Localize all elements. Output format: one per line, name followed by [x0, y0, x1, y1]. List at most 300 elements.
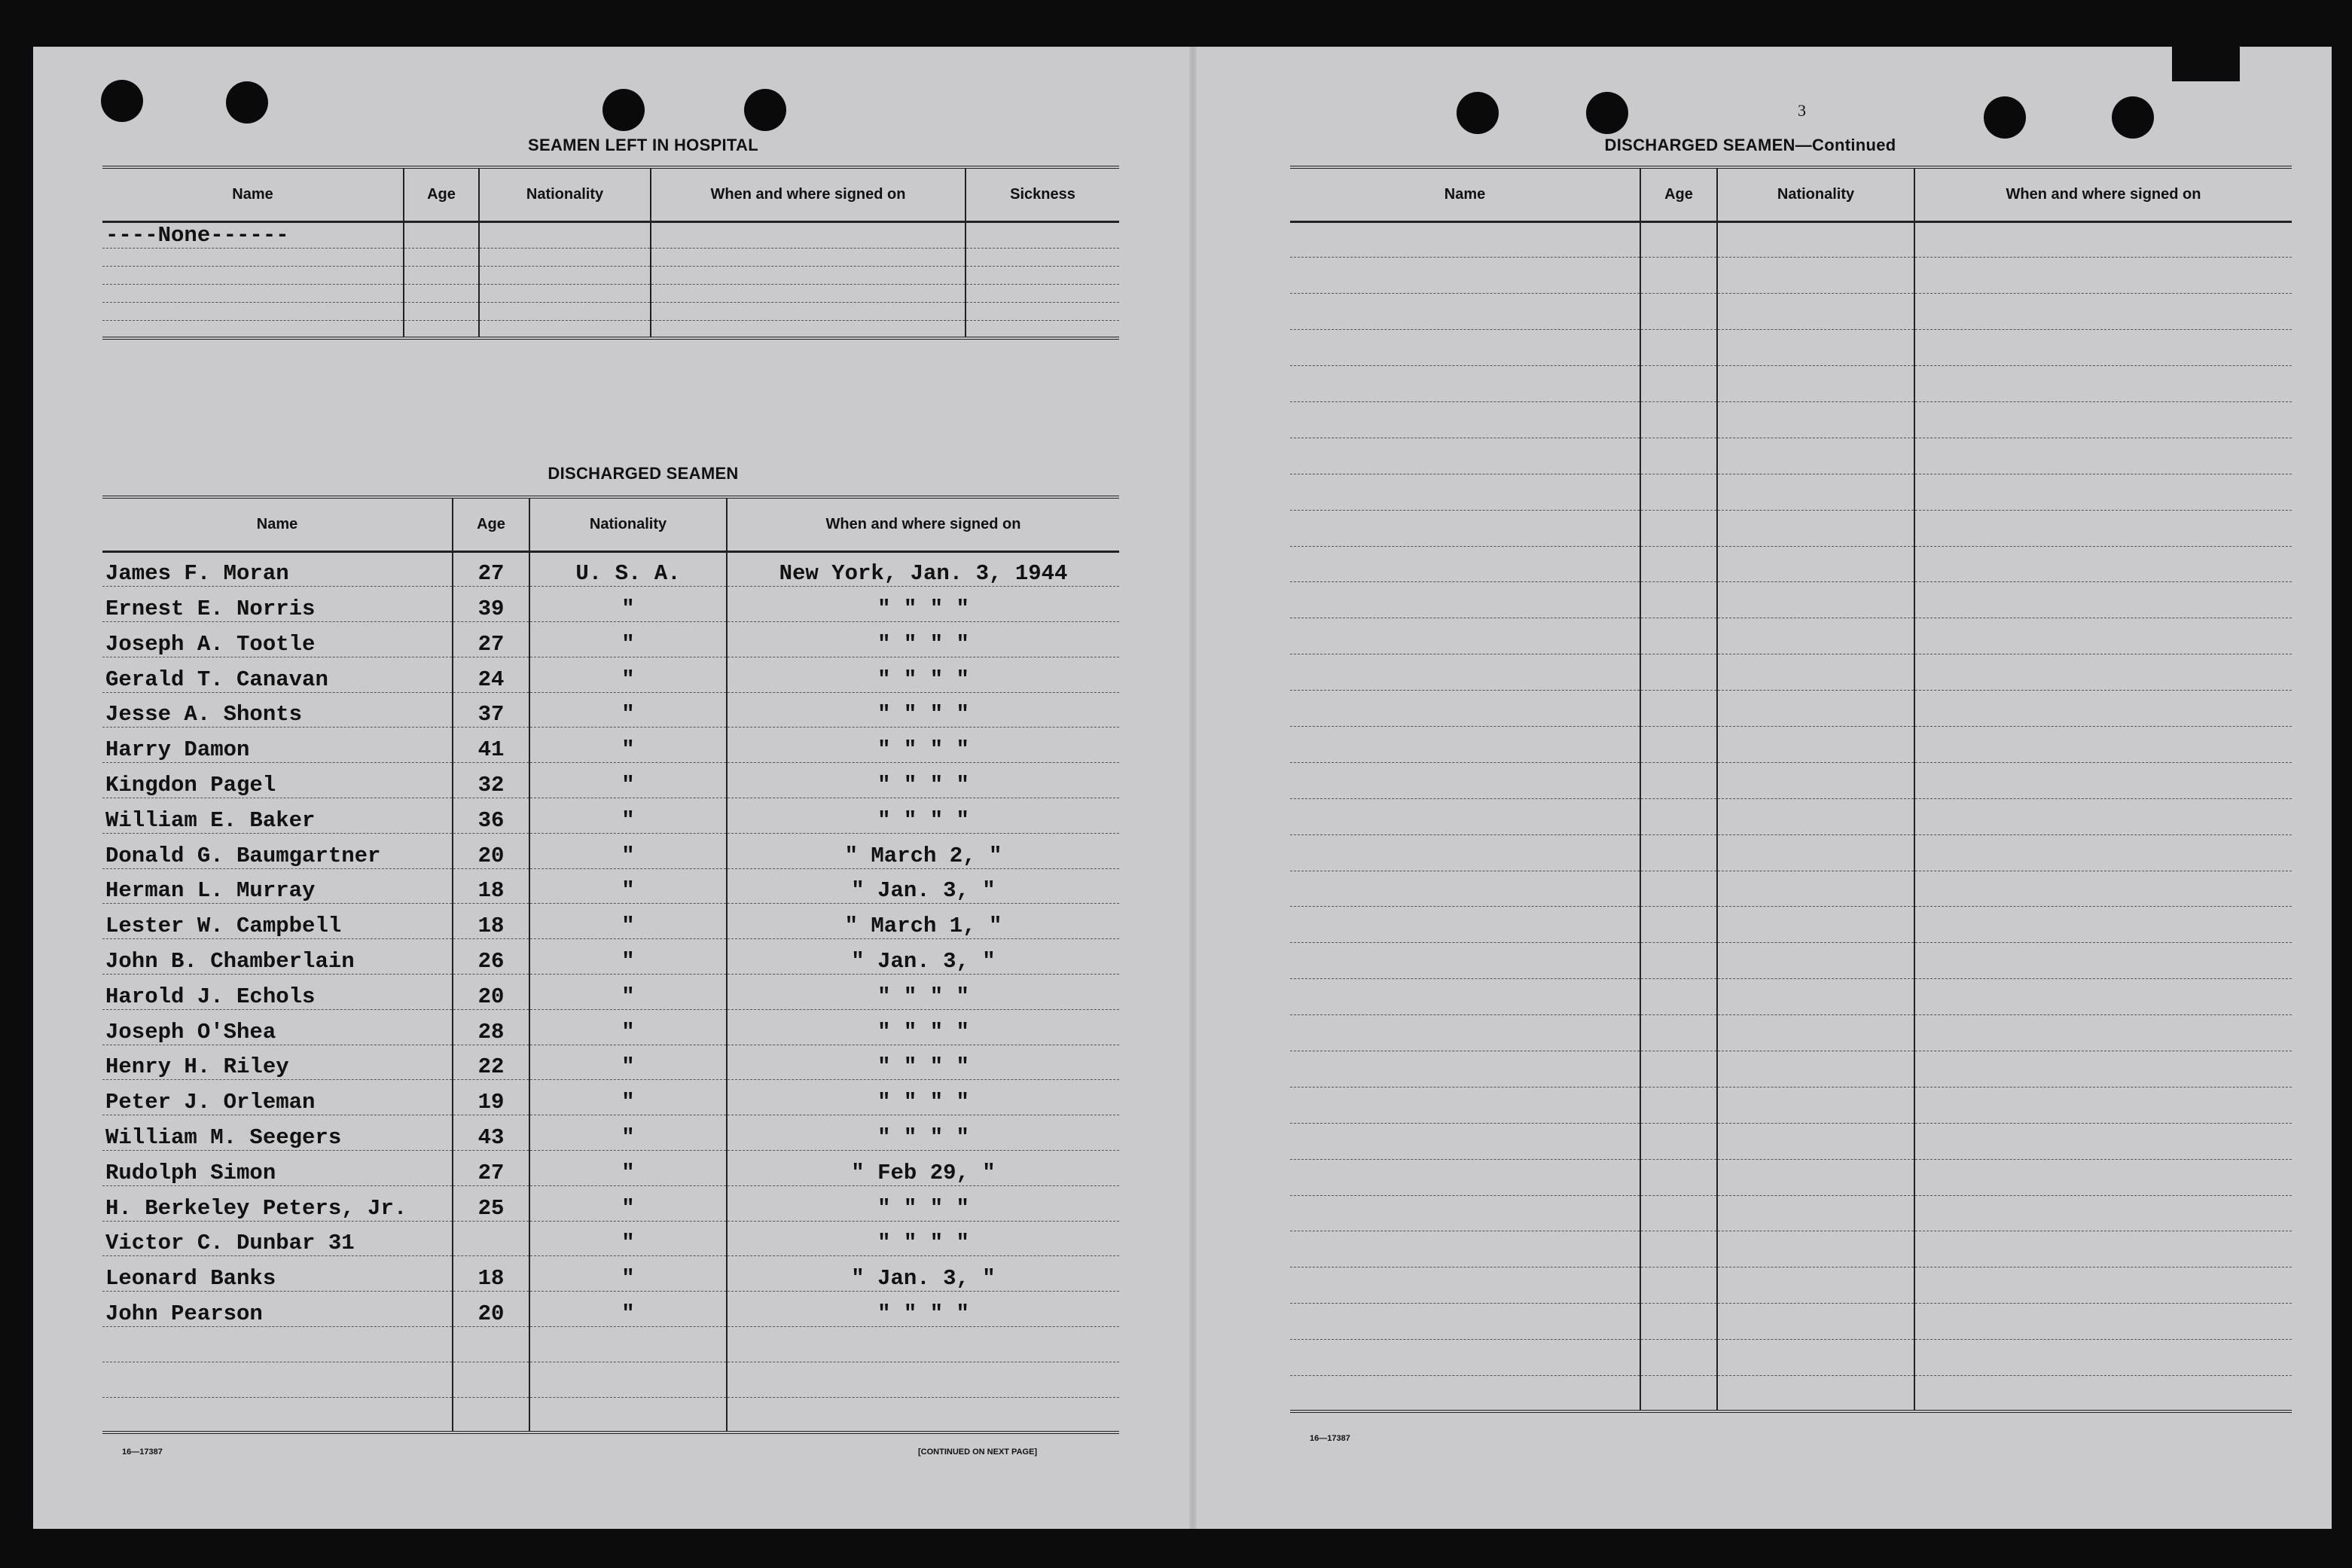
nationality-cell [1717, 546, 1914, 582]
seaman-row [102, 975, 1119, 1010]
blank-row [1290, 1087, 2292, 1123]
name-cell: William E. Baker [102, 798, 453, 834]
name-cell [1290, 871, 1640, 907]
seaman-row [102, 1221, 1119, 1256]
continued-rows [1290, 221, 2292, 1411]
signed-on-cell [1914, 1087, 2292, 1123]
nationality-cell [479, 221, 651, 248]
seaman-row [102, 939, 1119, 975]
age-cell [1640, 1051, 1717, 1087]
sickness-cell [966, 248, 1119, 266]
age-cell [1640, 943, 1717, 979]
signed-on-cell [1914, 1195, 2292, 1231]
age-cell [1640, 1087, 1717, 1123]
seaman-row [102, 1292, 1119, 1327]
blank-row [1290, 654, 2292, 691]
signed-on-cell [1914, 691, 2292, 727]
signed-on-cell [1914, 907, 2292, 943]
name-cell: John Pearson [102, 1292, 453, 1327]
age-cell: 18 [453, 1256, 529, 1292]
nationality-cell [1717, 474, 1914, 510]
col-header-nationality: Nationality [1717, 167, 1914, 221]
age-cell: 18 [453, 904, 529, 939]
seaman-row [102, 1151, 1119, 1186]
signed-on-cell [1914, 1268, 2292, 1304]
seaman-row [102, 868, 1119, 904]
signed-on-cell [1914, 618, 2292, 654]
nationality-cell [1717, 1159, 1914, 1195]
nationality-cell [1717, 1231, 1914, 1268]
age-cell [1640, 438, 1717, 474]
age-cell: 20 [453, 1292, 529, 1327]
nationality-cell [1717, 691, 1914, 727]
blank-row [1290, 726, 2292, 762]
name-cell: Ernest E. Norris [102, 587, 453, 622]
nationality-cell [529, 1397, 727, 1432]
age-cell [1640, 258, 1717, 294]
age-cell: 27 [453, 551, 529, 587]
seaman-row [102, 657, 1119, 692]
name-cell: Donald G. Baumgartner [102, 833, 453, 868]
name-cell [1290, 979, 1640, 1015]
name-cell [1290, 1195, 1640, 1231]
name-cell [1290, 1051, 1640, 1087]
age-cell [1640, 294, 1717, 330]
name-cell [1290, 1376, 1640, 1412]
nationality-cell [1717, 762, 1914, 798]
name-cell [1290, 762, 1640, 798]
blank-row [1290, 762, 2292, 798]
name-cell [1290, 726, 1640, 762]
name-cell [1290, 1340, 1640, 1376]
seaman-row [102, 1115, 1119, 1151]
sickness-cell [966, 221, 1119, 248]
nationality-cell [479, 302, 651, 320]
signed-on-cell: " " " " [727, 1009, 1119, 1045]
name-cell: Leonard Banks [102, 1256, 453, 1292]
name-cell [1290, 834, 1640, 871]
page-number: 3 [1798, 101, 1806, 120]
age-cell: 37 [453, 692, 529, 728]
nationality-cell: " [529, 1292, 727, 1327]
name-cell [1290, 330, 1640, 366]
signed-on-cell [1914, 979, 2292, 1015]
nationality-cell [1717, 726, 1914, 762]
signed-on-cell [1914, 1231, 2292, 1268]
blank-row [1290, 258, 2292, 294]
hospital-row [102, 221, 1119, 248]
name-cell: Jesse A. Shonts [102, 692, 453, 728]
nationality-cell: " [529, 1115, 727, 1151]
col-header-age: Age [404, 167, 479, 221]
blank-row [1290, 582, 2292, 618]
col-header-nationality: Nationality [479, 167, 651, 221]
nationality-cell [529, 1362, 727, 1397]
name-cell: Lester W. Campbell [102, 904, 453, 939]
nationality-cell [1717, 1051, 1914, 1087]
age-cell [453, 1327, 529, 1362]
blank-row [1290, 438, 2292, 474]
age-cell [1640, 1231, 1717, 1268]
age-cell: 20 [453, 833, 529, 868]
signed-on-cell [1914, 1376, 2292, 1412]
blank-row [1290, 1231, 2292, 1268]
age-cell [1640, 510, 1717, 546]
nationality-cell [479, 284, 651, 302]
name-cell [1290, 943, 1640, 979]
seaman-row [102, 692, 1119, 728]
nationality-cell: " [529, 798, 727, 834]
name-cell [1290, 1231, 1640, 1268]
signed-on-cell [1914, 1159, 2292, 1195]
blank-row [1290, 221, 2292, 258]
name-cell [1290, 798, 1640, 834]
hospital-row [102, 266, 1119, 284]
col-header-name: Name [102, 167, 404, 221]
age-cell: 27 [453, 1151, 529, 1186]
age-cell [1640, 330, 1717, 366]
age-cell: 41 [453, 728, 529, 763]
name-cell: John B. Chamberlain [102, 939, 453, 975]
blank-row [1290, 834, 2292, 871]
name-cell [1290, 1159, 1640, 1195]
name-cell [102, 1397, 453, 1432]
signed-on-cell [1914, 510, 2292, 546]
signed-on-cell [651, 302, 966, 320]
age-cell [1640, 474, 1717, 510]
age-cell [453, 1221, 529, 1256]
age-cell: 32 [453, 763, 529, 798]
seaman-row [102, 1045, 1119, 1080]
name-cell [1290, 546, 1640, 582]
age-cell: 36 [453, 798, 529, 834]
sickness-cell [966, 284, 1119, 302]
age-cell: 25 [453, 1185, 529, 1221]
nationality-cell [1717, 1015, 1914, 1051]
age-cell: 43 [453, 1115, 529, 1151]
nationality-cell [529, 1327, 727, 1362]
age-cell: 24 [453, 657, 529, 692]
signed-on-cell [651, 221, 966, 248]
nationality-cell [1717, 366, 1914, 402]
discharged-rows [102, 551, 1119, 1432]
signed-on-cell [1914, 654, 2292, 691]
blank-row [1290, 907, 2292, 943]
age-cell [453, 1397, 529, 1432]
nationality-cell [1717, 1268, 1914, 1304]
name-cell [1290, 510, 1640, 546]
signed-on-cell: " " " " [727, 1292, 1119, 1327]
signed-on-cell [1914, 726, 2292, 762]
nationality-cell [1717, 401, 1914, 438]
signed-on-cell [1914, 221, 2292, 258]
seaman-row [102, 551, 1119, 587]
age-cell [1640, 618, 1717, 654]
signed-on-cell: " " " " [727, 657, 1119, 692]
signed-on-cell: " " " " [727, 622, 1119, 657]
signed-on-cell [1914, 1340, 2292, 1376]
signed-on-cell: " March 2, " [727, 833, 1119, 868]
age-cell [1640, 221, 1717, 258]
nationality-cell: " [529, 622, 727, 657]
signed-on-cell [1914, 1123, 2292, 1159]
signed-on-cell [1914, 366, 2292, 402]
age-cell [1640, 546, 1717, 582]
signed-on-cell [651, 266, 966, 284]
blank-row [1290, 1340, 2292, 1376]
seaman-row [102, 904, 1119, 939]
name-cell [1290, 438, 1640, 474]
col-header-signed-on: When and where signed on [651, 167, 966, 221]
signed-on-cell [1914, 943, 2292, 979]
nationality-cell: U. S. A. [529, 551, 727, 587]
signed-on-cell: " " " " [727, 728, 1119, 763]
blank-row [1290, 798, 2292, 834]
sickness-cell [966, 320, 1119, 338]
age-cell [1640, 582, 1717, 618]
nationality-cell [1717, 798, 1914, 834]
name-cell [1290, 258, 1640, 294]
document-sheet [33, 47, 2332, 1529]
age-cell [1640, 691, 1717, 727]
nationality-cell [1717, 907, 1914, 943]
signed-on-cell [727, 1362, 1119, 1397]
signed-on-cell: " " " " [727, 692, 1119, 728]
blank-row [1290, 1123, 2292, 1159]
blank-row [1290, 1051, 2292, 1087]
nationality-cell [1717, 258, 1914, 294]
name-cell [102, 266, 404, 284]
name-cell [1290, 907, 1640, 943]
age-cell [1640, 1340, 1717, 1376]
nationality-cell: " [529, 1221, 727, 1256]
nationality-cell: " [529, 1256, 727, 1292]
blank-row [1290, 474, 2292, 510]
name-cell: Harry Damon [102, 728, 453, 763]
signed-on-cell [727, 1327, 1119, 1362]
nationality-cell [1717, 1195, 1914, 1231]
name-cell [1290, 582, 1640, 618]
age-cell [453, 1362, 529, 1397]
signed-on-cell [727, 1397, 1119, 1432]
nationality-cell [1717, 1304, 1914, 1340]
blank-row [1290, 546, 2292, 582]
name-cell [1290, 618, 1640, 654]
signed-on-cell: " Feb 29, " [727, 1151, 1119, 1186]
nationality-cell [1717, 1087, 1914, 1123]
signed-on-cell [651, 248, 966, 266]
age-cell [1640, 654, 1717, 691]
signed-on-cell [1914, 582, 2292, 618]
age-cell [1640, 366, 1717, 402]
name-cell: Henry H. Riley [102, 1045, 453, 1080]
nationality-cell [1717, 582, 1914, 618]
nationality-cell: " [529, 587, 727, 622]
name-cell [102, 320, 404, 338]
nationality-cell: " [529, 975, 727, 1010]
nationality-cell [1717, 221, 1914, 258]
age-cell: 28 [453, 1009, 529, 1045]
nationality-cell: " [529, 939, 727, 975]
seaman-row [102, 1327, 1119, 1362]
blank-row [1290, 871, 2292, 907]
name-cell [102, 1327, 453, 1362]
name-cell [102, 248, 404, 266]
age-cell: 20 [453, 975, 529, 1010]
discharged-table [102, 496, 1119, 1434]
age-cell: 26 [453, 939, 529, 975]
blank-row [1290, 691, 2292, 727]
seaman-row [102, 1397, 1119, 1432]
blank-row [1290, 366, 2292, 402]
left-page [33, 47, 1189, 1529]
age-cell: 39 [453, 587, 529, 622]
page-fold [1189, 47, 1197, 1529]
nationality-cell: " [529, 728, 727, 763]
blank-row [1290, 979, 2292, 1015]
nationality-cell [1717, 834, 1914, 871]
age-cell [404, 302, 479, 320]
nationality-cell: " [529, 1045, 727, 1080]
age-cell [404, 266, 479, 284]
age-cell [1640, 798, 1717, 834]
form-code: 16—17387 [122, 1448, 163, 1457]
age-cell [1640, 834, 1717, 871]
blank-row [1290, 294, 2292, 330]
signed-on-cell: " Jan. 3, " [727, 868, 1119, 904]
nationality-cell: " [529, 1009, 727, 1045]
age-cell [1640, 1159, 1717, 1195]
seaman-row [102, 1256, 1119, 1292]
seaman-row [102, 1185, 1119, 1221]
signed-on-cell [1914, 871, 2292, 907]
name-cell: Rudolph Simon [102, 1151, 453, 1186]
name-cell [1290, 221, 1640, 258]
age-cell [404, 320, 479, 338]
signed-on-cell [1914, 401, 2292, 438]
hospital-row [102, 302, 1119, 320]
name-cell: James F. Moran [102, 551, 453, 587]
age-cell [404, 284, 479, 302]
signed-on-cell [1914, 834, 2292, 871]
seaman-row [102, 587, 1119, 622]
nationality-cell [1717, 294, 1914, 330]
signed-on-cell: " " " " [727, 763, 1119, 798]
signed-on-cell: " " " " [727, 587, 1119, 622]
signed-on-cell [1914, 474, 2292, 510]
name-cell [1290, 474, 1640, 510]
age-cell: 27 [453, 622, 529, 657]
seaman-row [102, 728, 1119, 763]
blank-row [1290, 510, 2292, 546]
col-header-nationality: Nationality [529, 497, 727, 551]
name-cell: Peter J. Orleman [102, 1080, 453, 1115]
age-cell [1640, 871, 1717, 907]
age-cell [1640, 401, 1717, 438]
col-header-name: Name [1290, 167, 1640, 221]
name-cell [1290, 654, 1640, 691]
nationality-cell [479, 248, 651, 266]
age-cell [1640, 1015, 1717, 1051]
name-cell [102, 1362, 453, 1397]
name-cell: Herman L. Murray [102, 868, 453, 904]
sickness-cell [966, 302, 1119, 320]
age-cell: 18 [453, 868, 529, 904]
signed-on-cell [1914, 258, 2292, 294]
name-cell: Harold J. Echols [102, 975, 453, 1010]
name-cell: Victor C. Dunbar 31 [102, 1221, 453, 1256]
blank-row [1290, 1376, 2292, 1412]
signed-on-cell [1914, 546, 2292, 582]
nationality-cell [1717, 1376, 1914, 1412]
signed-on-cell [1914, 1051, 2292, 1087]
seaman-row [102, 1009, 1119, 1045]
signed-on-cell: New York, Jan. 3, 1944 [727, 551, 1119, 587]
discharged-continued-table [1290, 166, 2292, 1413]
seaman-row [102, 622, 1119, 657]
col-header-age: Age [1640, 167, 1717, 221]
name-cell [1290, 294, 1640, 330]
age-cell [1640, 1123, 1717, 1159]
form-code: 16—17387 [1310, 1434, 1350, 1443]
name-cell [1290, 1268, 1640, 1304]
col-header-age: Age [453, 497, 529, 551]
nationality-cell: " [529, 763, 727, 798]
seaman-row [102, 833, 1119, 868]
blank-row [1290, 943, 2292, 979]
hospital-row [102, 284, 1119, 302]
nationality-cell [1717, 618, 1914, 654]
nationality-cell: " [529, 1185, 727, 1221]
signed-on-cell [1914, 330, 2292, 366]
col-header-signed-on: When and where signed on [727, 497, 1119, 551]
signed-on-cell: " " " " [727, 798, 1119, 834]
continued-section-title: DISCHARGED SEAMEN—Continued [1604, 136, 1896, 154]
col-header-sickness: Sickness [966, 167, 1119, 221]
signed-on-cell: " Jan. 3, " [727, 939, 1119, 975]
nationality-cell: " [529, 833, 727, 868]
signed-on-cell [1914, 762, 2292, 798]
age-cell [1640, 1195, 1717, 1231]
col-header-name: Name [102, 497, 453, 551]
age-cell [1640, 1268, 1717, 1304]
signed-on-cell [1914, 438, 2292, 474]
signed-on-cell [651, 284, 966, 302]
continued-note: [CONTINUED ON NEXT PAGE] [918, 1448, 1038, 1457]
hospital-row [102, 320, 1119, 338]
blank-row [1290, 401, 2292, 438]
signed-on-cell [651, 320, 966, 338]
nationality-cell [1717, 871, 1914, 907]
hospital-section-title: SEAMEN LEFT IN HOSPITAL [528, 136, 758, 154]
name-cell [1290, 1304, 1640, 1340]
signed-on-cell [1914, 1015, 2292, 1051]
nationality-cell: " [529, 1080, 727, 1115]
name-cell [102, 302, 404, 320]
nationality-cell [1717, 330, 1914, 366]
right-page [1197, 47, 2332, 1529]
name-cell: Kingdon Pagel [102, 763, 453, 798]
nationality-cell [1717, 654, 1914, 691]
discharged-section-title: DISCHARGED SEAMEN [548, 464, 739, 483]
age-cell [1640, 1376, 1717, 1412]
blank-row [1290, 1268, 2292, 1304]
nationality-cell: " [529, 692, 727, 728]
hospital-table [102, 166, 1119, 340]
hospital-row [102, 248, 1119, 266]
hospital-rows [102, 221, 1119, 338]
signed-on-cell: " " " " [727, 975, 1119, 1010]
